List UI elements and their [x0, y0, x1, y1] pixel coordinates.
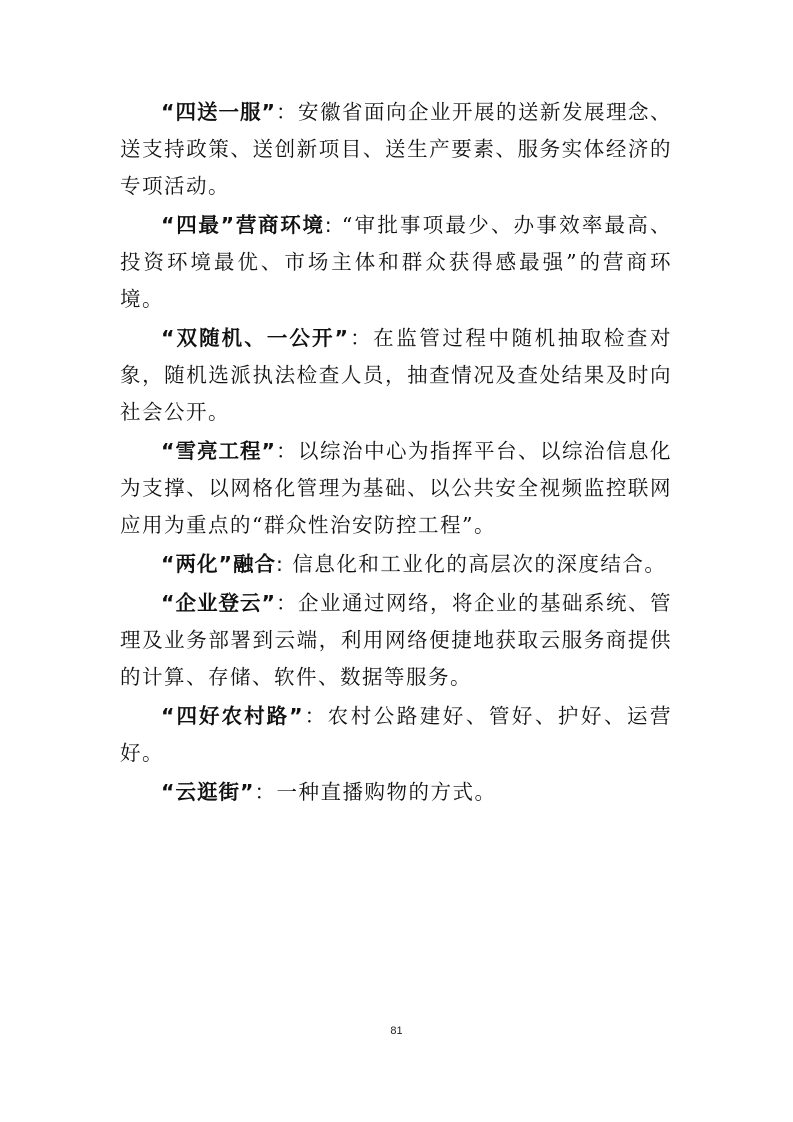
glossary-term: “双随机、一公开” — [161, 326, 350, 350]
term-separator: ： — [275, 591, 298, 615]
glossary-entry-xue-liang-gong-cheng — [120, 433, 672, 544]
term-separator: : — [275, 552, 285, 576]
glossary-entry-si-hao-nong-cun-lu — [120, 698, 672, 772]
glossary-definition: 农村公路建好、管好、护好、运营好。 — [120, 704, 673, 765]
glossary-entry-shuang-sui-ji — [120, 320, 672, 431]
glossary-term: “四最”营商环境 — [161, 213, 325, 237]
term-separator: ： — [275, 439, 298, 463]
term-separator: : — [324, 213, 334, 237]
glossary-definition: 以综治中心为指挥平台、以综治信息化为支撑、以网格化管理为基础、以公共安全视频监控联网应用为重点的“群众性治安防控工程”。 — [120, 439, 673, 537]
glossary-definition: “审批事项最少、办事效率最高、投资环境最优、市场主体和群众获得感最强”的营商环境。 — [120, 213, 672, 311]
glossary-term: “云逛街” — [161, 780, 255, 804]
glossary-entry-liang-hua-rong-he — [120, 546, 672, 583]
glossary-term: “雪亮工程” — [161, 439, 276, 463]
glossary-term: “企业登云” — [161, 591, 276, 615]
glossary-definition: 在监管过程中随机抽取检查对象，随机选派执法检查人员，抽查情况及查处结果及时向社会公开。 — [120, 326, 672, 424]
page-number: 81 — [390, 1025, 403, 1037]
glossary-definition: 安徽省面向企业开展的送新发展理念、送支持政策、送创新项目、送生产要素、服务实体经济的专项活动。 — [120, 100, 673, 198]
glossary-term: “两化”融合 — [161, 552, 276, 576]
glossary-term: “四好农村路” — [161, 704, 304, 728]
glossary-term: “四送一服” — [161, 100, 276, 124]
term-separator: ： — [275, 100, 298, 124]
term-separator: ： — [303, 704, 328, 728]
term-separator: ： — [349, 326, 374, 350]
glossary-entry-si-zui-business-environment — [120, 207, 672, 318]
glossary-list — [120, 94, 672, 813]
glossary-definition: 信息化和工业化的高层次的深度结合。 — [292, 552, 667, 576]
glossary-definition: 一种直播购物的方式。 — [276, 780, 497, 804]
glossary-definition: 企业通过网络，将企业的基础系统、管理及业务部署到云端，利用网络便捷地获取云服务商提供的计算、存储、软件、数据等服务。 — [120, 591, 673, 689]
glossary-entry-si-song-yi-fu — [120, 94, 672, 205]
glossary-entry-qi-ye-deng-yun — [120, 585, 672, 696]
term-separator: ： — [254, 780, 277, 804]
glossary-entry-yun-guang-jie — [120, 774, 672, 811]
